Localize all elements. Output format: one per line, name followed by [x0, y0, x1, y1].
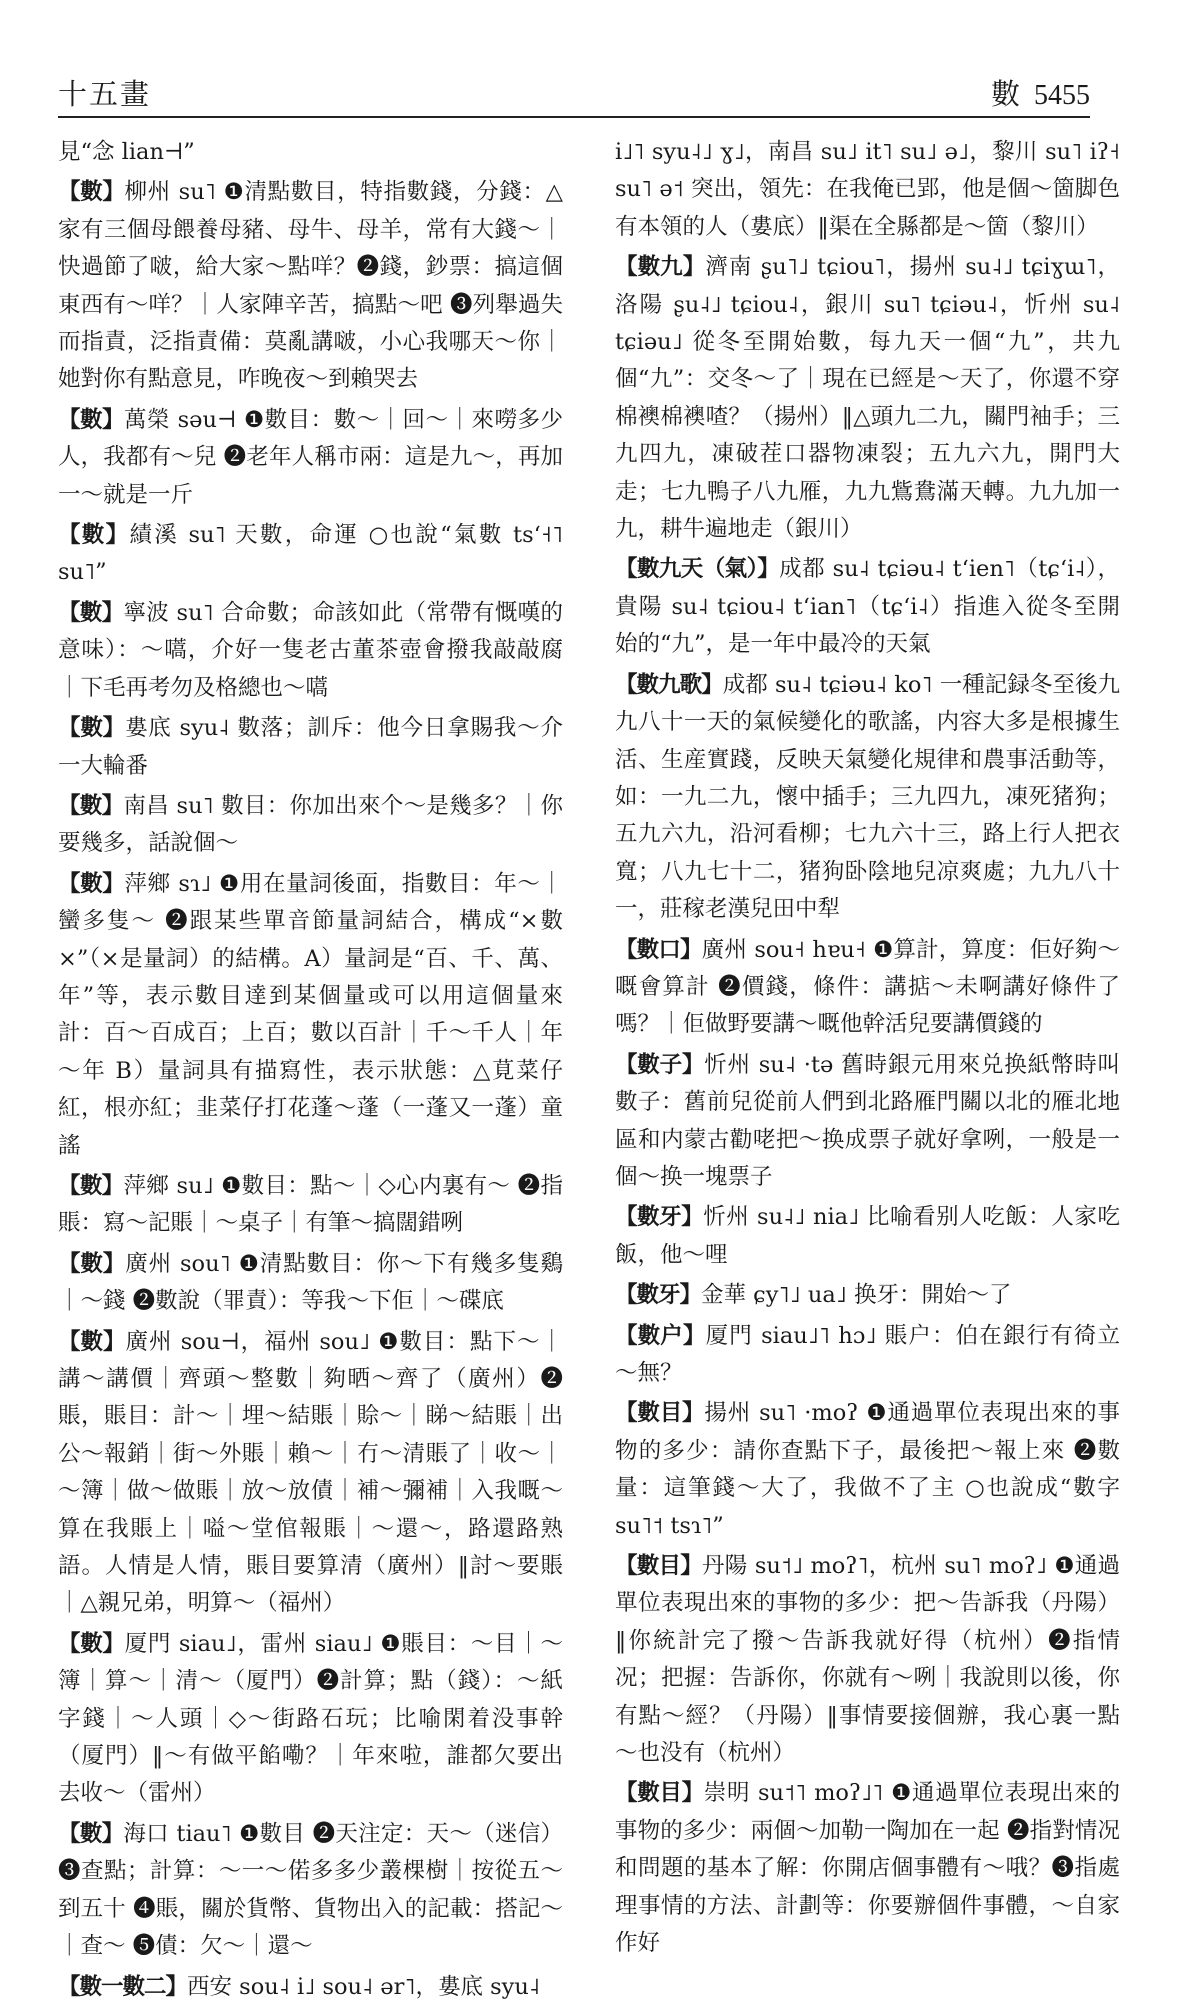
entry-headword: 【數】 — [58, 1630, 125, 1657]
entry-headword: 【數目】 — [615, 1400, 705, 1427]
head-character: 數 — [990, 77, 1020, 111]
dictionary-entry — [58, 788, 563, 863]
entry-headword: 【數牙】 — [615, 1282, 702, 1309]
dictionary-entry — [58, 402, 563, 514]
dictionary-entry — [58, 1168, 563, 1243]
dictionary-entry — [615, 1318, 1120, 1393]
entry-headword: 【數子】 — [615, 1051, 705, 1078]
entry-headword: 【數】 — [58, 715, 125, 742]
entry-text: 西安 sou˨ i˩ sou˨ ər˥，婁底 syu˨ — [187, 1973, 540, 2000]
page-head-info — [991, 72, 1090, 113]
dictionary-entry — [615, 667, 1120, 929]
entry-text: 濟南 ʂu˥˩ tɕiou˥，揚州 su˨˩ tɕiɣɯ˥，洛陽 ʂu˨˩ tɕiou˨，銀川 su˥ tɕiəu˨，忻州 su˨ tɕiəu˩ 從冬至開始數，每九天一個“九”，共九個“九”：交冬～了｜現在已經是～天了，你還不穿棉襖棉襖喳？（揚州）‖△頭九二九，關門袖手；三九四九，凍破茬口器物凍裂；五九六九，開門大走；七九鴨子八九雁，九九鴜鴦滿天轉。九九加一九，耕牛遍地走（銀川） — [615, 254, 1120, 543]
entry-text: 萍鄉 su˩ ❶數目：點～｜◇心内裏有～ ❷指賬：寫～記賬｜～桌子｜有筆～搞闊錯咧 — [58, 1172, 563, 1237]
entry-headword: 【數九歌】 — [615, 671, 723, 698]
entry-headword: 【數目】 — [615, 1780, 704, 1807]
entry-text: 成都 su˨ tɕiəu˨ ko˥ 一種記録冬至後九九八十一天的氣候變化的歌謠，内容大多是根據生活、生産實踐，反映天氣變化規律和農事活動等，如：一九二九，懷中插手；三九四九，凍死猪狗；五九六九，沿河看柳；七九六十三，路上行人把衣寬；八九七十二，猪狗卧陰地兒凉爽處；九九八十一，莊稼老漢兒田中犁 — [615, 671, 1120, 923]
entry-text: 金華 ɕy˥˩ ua˩ 换牙：開始～了 — [701, 1282, 1012, 1309]
left-column — [58, 134, 563, 2000]
dictionary-entry — [58, 1626, 563, 1813]
entry-headword: 【數一數二】 — [58, 1973, 188, 2000]
entry-headword: 【數九】 — [615, 254, 706, 281]
dictionary-entry — [615, 1548, 1120, 1772]
entry-text: 丹陽 su˦˩ moʔ˥，杭州 su˥ moʔ˩ ❶通過單位表現出來的事物的多少：把～告訴我（丹陽）‖你統計完了撥～告訴我就好得（杭州）❷指情况；把握：告訴你，你就有～咧｜我說則以後，你有點～經？（丹陽）‖事情要接個辦，我心裏一點～也没有（杭州） — [615, 1553, 1120, 1767]
dictionary-entry — [615, 249, 1120, 548]
entry-headword: 【數】 — [58, 792, 124, 819]
entry-text: 績溪 su˥ 天數，命運 ○也說“氣數 tsʻ˧˥ su˥” — [58, 522, 563, 586]
dictionary-entry — [58, 1324, 563, 1623]
entry-headword: 【數目】 — [615, 1553, 702, 1580]
entry-text: 廣州 sou⊣，福州 sou˩ ❶數目：點下～｜講～講價｜齊頭～整數｜夠晒～齊了（廣州）❷賬，賬目：計～｜埋～結賬｜賒～｜睇～結賬｜出公～報銷｜街～外賬｜賴～｜冇～清賬了｜收～｜～簿｜做～做賬｜放～放債｜補～彌補｜入我嘅～算在我賬上｜嗌～堂倌報賬｜～還～，路還路熟語。人情是人情，賬目要算清（廣州）‖討～要賬｜△親兄弟，明算～（福州） — [58, 1328, 563, 1617]
entry-headword: 【數】 — [58, 599, 124, 626]
dictionary-entry — [58, 1246, 563, 1321]
entry-headword: 【數】 — [58, 1820, 124, 1847]
dictionary-entry — [615, 1277, 1120, 1314]
dictionary-entry — [58, 1969, 563, 2006]
entry-text: i˩˥ syu˨˩ ɣ˩，南昌 su˩ it˥ su˩ ə˩，黎川 su˥ iʔ˧ su˥ ə˦ 突出，領先：在我俺已郢，他是個～箇脚色有本領的人（婁底）‖渠在全縣都是～箇（黎川） — [615, 139, 1120, 240]
entry-text: 成都 su˨ tɕiəu˨ tʻien˥（tɕʻi˨），貴陽 su˨ tɕiou˨ tʻian˥（tɕʻi˨）指進入從冬至開始的“九”，是一年中最冷的天氣 — [615, 556, 1120, 658]
entry-text: 厦門 siau˩˥ hɔ˩ 賬户：伯在銀行有徛立～無？ — [615, 1322, 1120, 1386]
page-number: 5455 — [1034, 80, 1090, 111]
entry-text: 柳州 su˥ ❶清點數目，特指數錢，分錢：△家有三個母餵養母豬、母牛、母羊，常有大錢～｜快過節了啵，給大家～點咩？❷錢，鈔票：搞這個東西有～咩？｜人家陣辛苦，搞點～吧 ❸列舉過失而指責，泛指責備：莫亂講啵，小心我哪天～你｜她對你有點意見，咋晚夜～到賴哭去 — [58, 179, 563, 393]
entry-text: 見“念 lian⊣” — [58, 139, 195, 165]
dictionary-entry — [615, 1395, 1120, 1545]
entry-headword: 【數】 — [58, 522, 130, 549]
entry-headword: 【數九天（氣）】 — [615, 556, 780, 583]
entry-text: 萬榮 səu⊣ ❶數目：數～｜回～｜來嘮多少人，我都有～兒 ❷老年人稱市兩：這是九～，再加一～就是一斤 — [58, 406, 563, 508]
entry-text: 婁底 syu˨ 數落；訓斥：他今日拿賜我～介一大輪番 — [58, 715, 563, 779]
section-title: 十五畫 — [58, 77, 152, 111]
entry-text: 崇明 su˦˥ moʔ˩˥ ❶通過單位表現出來的事物的多少：兩個～加勒一陶加在一起 ❷指對情况和問題的基本了解：你開店個事體有～哦？❸指處理事情的方法、計劃等：你要辦個件事體，～自家作好 — [615, 1780, 1120, 1957]
dictionary-entry — [58, 134, 563, 171]
entry-headword: 【數户】 — [615, 1322, 706, 1349]
entry-headword: 【數】 — [58, 1328, 126, 1355]
header-rule — [58, 116, 1090, 118]
dictionary-entry — [58, 1816, 563, 1966]
entry-headword: 【數】 — [58, 406, 124, 433]
entry-text: 忻州 su˨ ·tə 舊時銀元用來兑换紙幣時叫數子：舊前兒從前人們到北路雁門關以北的雁北地區和内蒙古勸咾把～换成票子就好拿咧，一般是一個～换一塊票子 — [615, 1051, 1120, 1190]
entry-text: 廣州 sou˧ hɐu˧ ❶算計，算度：佢好夠～嘅會算計 ❷價錢，條件：講掂～未啊講好條件了嗎？｜佢做野要講～嘅他幹活兒要講價錢的 — [615, 936, 1120, 1038]
entry-text: 厦門 siau˩，雷州 siau˩ ❶賬目：～目｜～簿｜算～｜清～（厦門）❷計算；點（錢）：～紙字錢｜～人頭｜◇～街路石玩；比喻閑着没事幹（厦門）‖～有做平餡嘞？｜年來啦，誰都欠要出去收～（雷州） — [58, 1630, 563, 1807]
dictionary-entry — [58, 710, 563, 785]
entry-text: 忻州 su˨˩ nia˩ 比喻看别人吃飯：人家吃飯，他～哩 — [615, 1204, 1120, 1268]
dictionary-entry — [615, 134, 1120, 246]
dictionary-entry — [615, 551, 1120, 663]
entry-text: 揚州 su˥ ·moʔ ❶通過單位表現出來的事物的多少：請你查點下子，最後把～報上來 ❷數量：這筆錢～大了，我做不了主 ○也說成“數字 su˥˦ tsɿ˥” — [615, 1400, 1120, 1539]
entry-headword: 【數口】 — [615, 936, 702, 963]
dictionary-entry — [58, 866, 563, 1165]
entry-headword: 【數】 — [58, 1172, 124, 1199]
entry-headword: 【數牙】 — [615, 1204, 704, 1231]
entry-text: 廣州 sou˥ ❶清點數目：你～下有幾多隻鷄｜～錢 ❷數說（罪責）：等我～下佢｜～碟底 — [58, 1250, 563, 1315]
dictionary-entry — [615, 1047, 1120, 1197]
entry-text: 萍鄉 sɿ˩ ❶用在量詞後面，指數目：年～｜蠻多隻～ ❷跟某些單音節量詞結合，構成“×數×”（×是量詞）的結構。A）量詞是“百、千、萬、年”等，表示數目達到某個量或可以用這個量來計：百～百成百；上百；數以百計｜千～千人｜年～年 B）量詞具有描寫性，表示狀態：△莧菜仔紅，根亦紅；韭菜仔打花蓬～蓬（一蓬又一蓬）童謠 — [58, 870, 563, 1159]
dictionary-entry — [58, 517, 563, 592]
entry-text: 海口 tiau˥ ❶數目 ❷天注定：天～（迷信）❸查點；計算：～一～偌多多少叢棵樹｜按從五～到五十 ❹賬，關於貨幣、貨物出入的記載：搭記～｜查～ ❺債：欠～｜還～ — [58, 1820, 563, 1960]
dictionary-entry — [615, 932, 1120, 1044]
dictionary-entry — [615, 1199, 1120, 1274]
entry-text: 南昌 su˥ 數目：你加出來个～是幾多？｜你要幾多，話說個～ — [58, 792, 563, 857]
entry-text: 寧波 su˥ 合命數；命該如此（常帶有慨嘆的意味）：～嚆，介好一隻老古董茶壺會撥我敲敲腐｜下毛再考勿及格總也～嚆 — [58, 599, 563, 701]
dictionary-entry — [58, 174, 563, 398]
entry-headword: 【數】 — [58, 179, 125, 206]
entry-headword: 【數】 — [58, 1250, 126, 1277]
entry-headword: 【數】 — [58, 870, 125, 897]
page-header — [58, 62, 1090, 112]
dictionary-entry — [58, 595, 563, 707]
right-column — [615, 134, 1120, 1957]
dictionary-entry — [615, 1775, 1120, 1962]
